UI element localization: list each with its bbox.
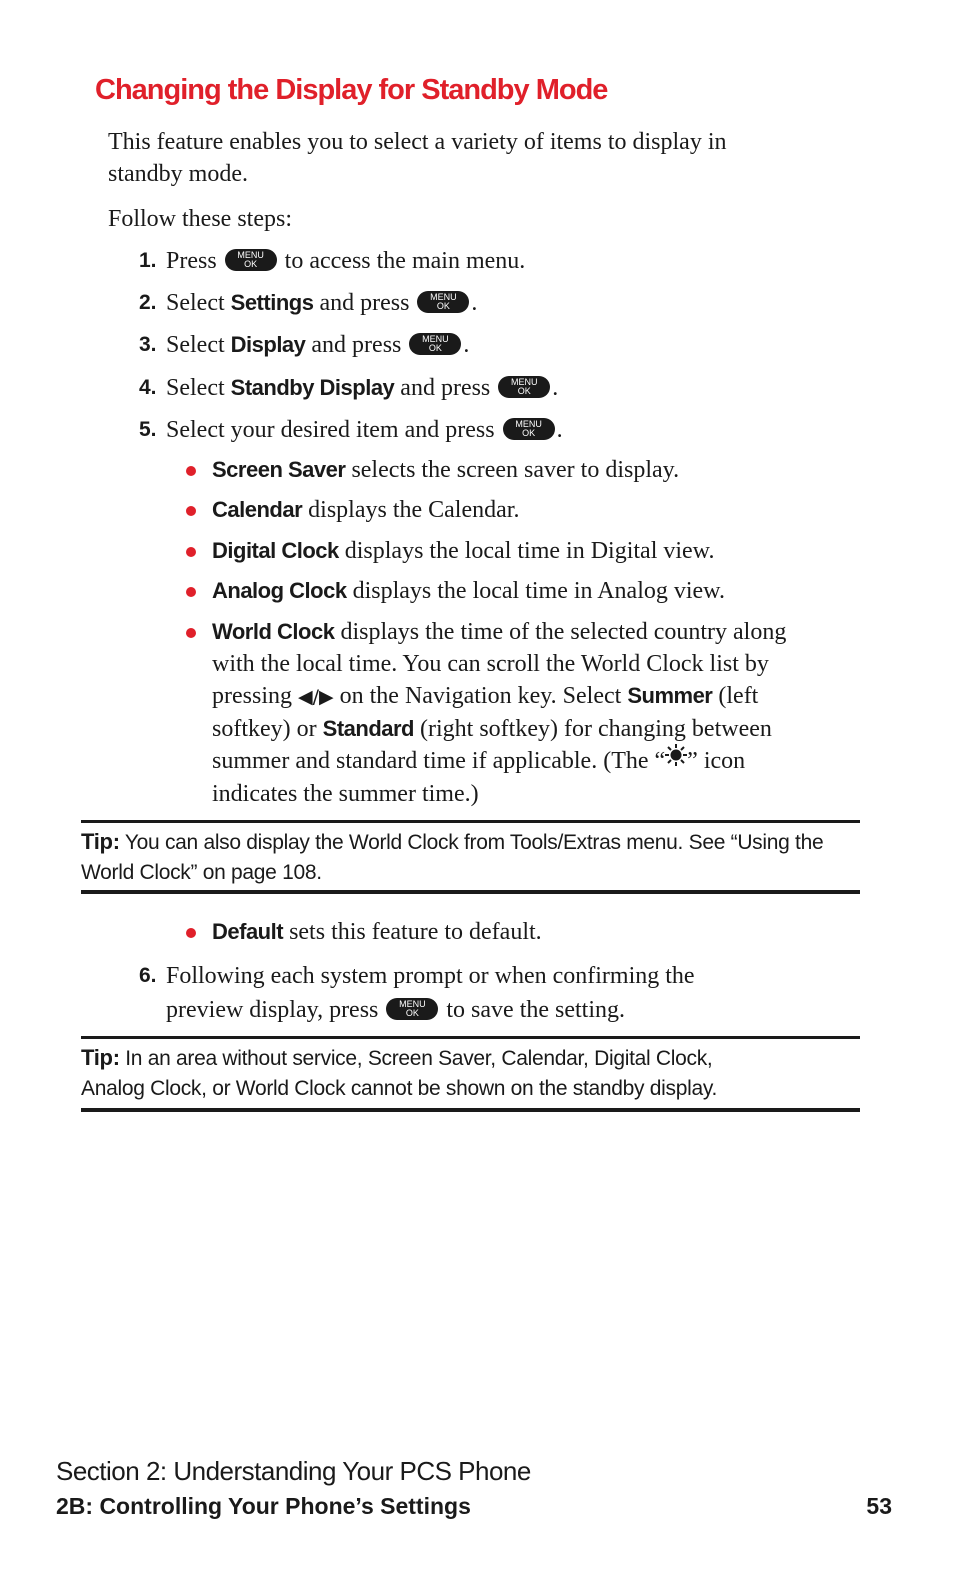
bullet-term: Screen Saver (212, 457, 346, 482)
bullet-text: softkey) or (212, 716, 317, 742)
sun-icon (665, 743, 687, 775)
bullet-text: displays the Calendar. (308, 497, 520, 523)
tip-label: Tip: (81, 829, 120, 854)
step-text: Select (166, 290, 225, 316)
bullet-dot-icon (186, 628, 196, 638)
menu-term: Settings (230, 290, 314, 315)
step-text: and press (319, 290, 410, 316)
bullet-analog-clock (212, 575, 852, 607)
tip-text: Analog Clock, or World Clock cannot be shown on the standby display. (81, 1077, 718, 1100)
bullet-default (212, 916, 852, 948)
step-text: Select (166, 375, 225, 401)
step-number: 4. (139, 376, 157, 399)
bullet-term: Default (212, 919, 284, 944)
menu-term: Standby Display (230, 375, 395, 400)
footer-section-title: Section 2: Understanding Your PCS Phone (56, 1456, 531, 1486)
bullet-calendar (212, 494, 852, 526)
step-text: and press (311, 332, 402, 358)
step-6 (139, 959, 866, 1027)
bullet-text: (right softkey) for changing between (420, 716, 772, 742)
menu-ok-key-icon: MENU OK (225, 249, 277, 271)
softkey-term: Summer (627, 683, 713, 708)
step-number: 5. (139, 418, 157, 441)
bullet-screen-saver (212, 454, 852, 486)
step-text: to access the main menu. (284, 248, 526, 274)
bullet-dot-icon (186, 928, 196, 938)
step-text: . (463, 332, 470, 358)
step-3 (139, 329, 866, 361)
bullet-term: Analog Clock (212, 578, 347, 603)
step-2 (139, 287, 866, 319)
bullet-text: ” icon (687, 748, 746, 774)
step-text: . (556, 417, 563, 443)
menu-ok-key-icon: MENU OK (417, 291, 469, 313)
bullet-text: pressing (212, 683, 292, 709)
bullet-text: on the Navigation key. Select (339, 683, 622, 709)
bullet-dot-icon (186, 506, 196, 516)
menu-ok-key-icon: MENU OK (498, 376, 550, 398)
footer-subsection-title: 2B: Controlling Your Phone’s Settings (56, 1493, 471, 1519)
menu-ok-key-icon: MENU OK (386, 998, 438, 1020)
bullet-term: Calendar (212, 497, 303, 522)
bullet-term: World Clock (212, 619, 335, 644)
step-text: and press (400, 375, 491, 401)
tip-text: You can also display the World Clock from Tools/Extras menu. See “Using the (124, 831, 824, 854)
bullet-text: displays the local time in Analog view. (352, 578, 725, 604)
bullet-world-clock (212, 616, 852, 810)
bullet-dot-icon (186, 466, 196, 476)
menu-ok-key-icon: MENU OK (503, 418, 555, 440)
step-text: to save the setting. (446, 997, 626, 1023)
step-5 (139, 414, 866, 446)
follow-steps-text: Follow these steps: (108, 206, 292, 232)
step-text: Press (166, 248, 217, 274)
bullet-text: indicates the summer time.) (212, 781, 479, 808)
step-number: 3. (139, 333, 157, 356)
step-text: Select (166, 332, 225, 358)
bullet-dot-icon (186, 587, 196, 597)
menu-ok-key-icon: MENU OK (409, 333, 461, 355)
tip-text: In an area without service, Screen Saver, Calendar, Digital Clock, (125, 1047, 713, 1070)
step-text: . (471, 290, 478, 316)
step-text: . (552, 375, 559, 401)
step-text: Select your desired item and press (166, 417, 495, 443)
step-text: Following each system prompt or when confirming the (166, 963, 695, 989)
page-title: Changing the Display for Standby Mode (95, 74, 608, 106)
tip-label: Tip: (81, 1045, 120, 1070)
step-1 (139, 245, 866, 277)
tip-box (81, 820, 860, 894)
bullet-text: displays the time of the selected country along (340, 619, 787, 645)
step-text: preview display, press (166, 997, 379, 1023)
menu-term: Display (230, 332, 306, 357)
step-4 (139, 372, 866, 404)
intro-line: standby mode. (108, 161, 248, 187)
tip-box (81, 1036, 860, 1112)
bullet-dot-icon (186, 547, 196, 557)
bullet-text: displays the local time in Digital view. (344, 538, 715, 564)
bullet-text: selects the screen saver to display. (351, 457, 680, 483)
intro-line: This feature enables you to select a variety of items to display in (108, 129, 727, 155)
step-number: 6. (139, 964, 157, 987)
bullet-text: with the local time. You can scroll the World Clock list by (212, 651, 769, 677)
left-right-arrow-icon: ◀/▶ (298, 686, 334, 708)
step-number: 1. (139, 249, 157, 272)
bullet-text: summer and standard time if applicable. (The “ (212, 748, 666, 774)
bullet-term: Digital Clock (212, 538, 339, 563)
tip-text: World Clock” on page 108. (81, 861, 322, 884)
softkey-term: Standard (322, 716, 414, 741)
intro-paragraph (108, 126, 868, 190)
bullet-text: sets this feature to default. (289, 919, 542, 945)
bullet-digital-clock (212, 535, 852, 567)
page-number: 53 (866, 1493, 892, 1519)
bullet-text: (left (718, 683, 759, 709)
step-number: 2. (139, 291, 157, 314)
